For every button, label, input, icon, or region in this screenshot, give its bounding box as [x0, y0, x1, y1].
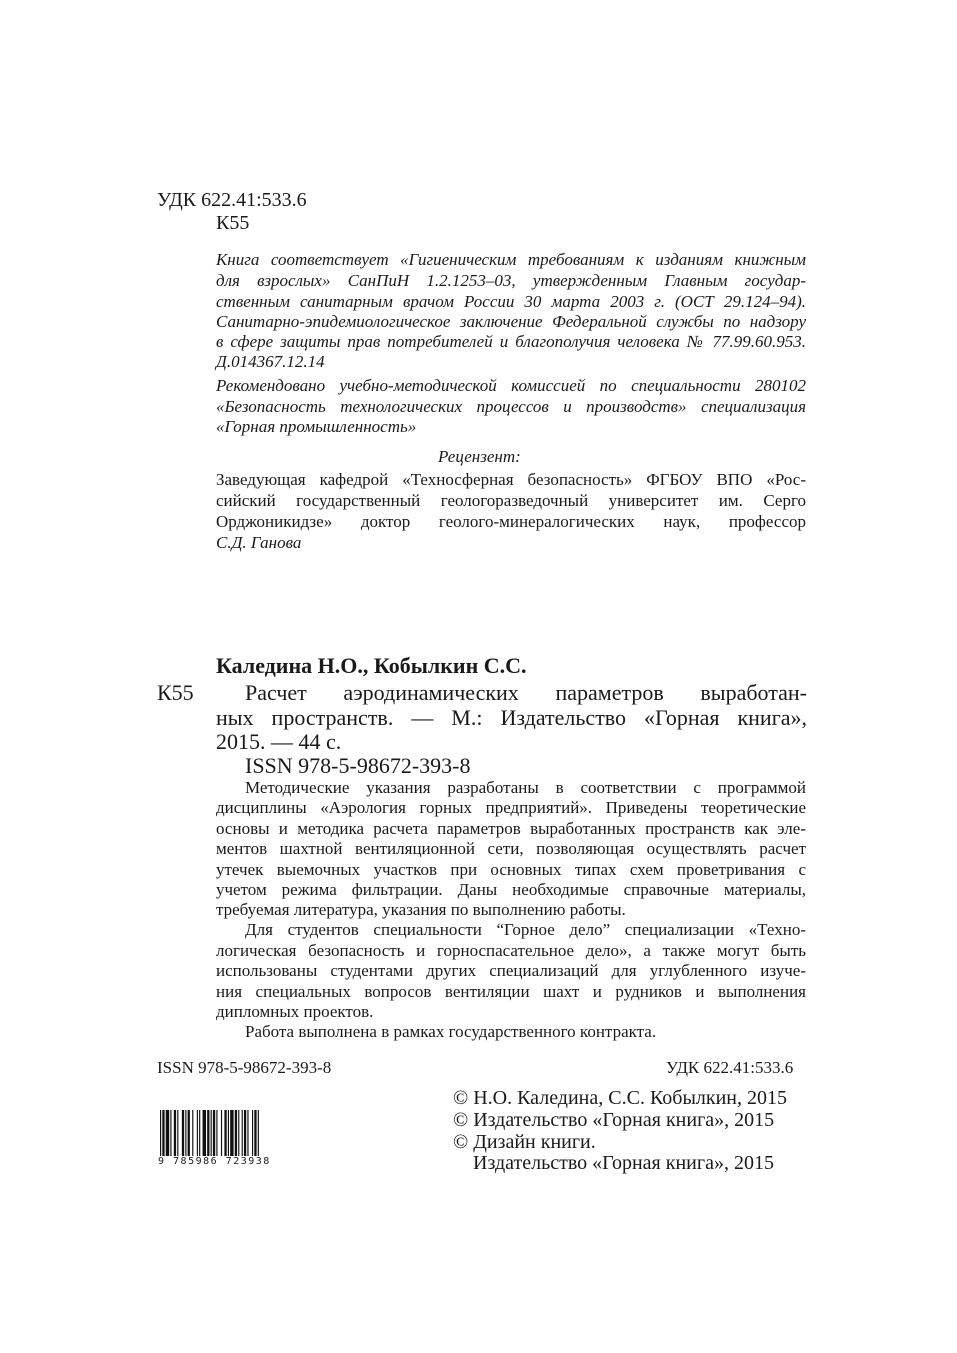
- abstract-line: утечек выемочных участков при основных типах схем проветривания с: [216, 860, 806, 879]
- abstract-line: Для студентов специальности “Горное дело” специализации «Техно-: [245, 920, 806, 939]
- copyright-line: © Н.О. Каледина, С.С. Кобылкин, 2015: [453, 1087, 788, 1109]
- compliance-line: ственным санитарным врачом России 30 марта 2003 г. (ОСТ 29.124–94).: [216, 292, 806, 311]
- recommendation-line: «Безопасность технологических процессов и производств» специализация: [216, 397, 806, 416]
- abstract-line: дисциплины «Аэрология горных предприятий». Приведены теоретические: [216, 798, 806, 817]
- recommendation-line: «Горная промышленность»: [216, 417, 417, 436]
- reviewer-name: С.Д. Ганова: [216, 533, 302, 552]
- reviewer-line: Орджоникидзе» доктор геолого-минералогических наук, профессор: [216, 512, 806, 531]
- copyright-line: © Дизайн книги.: [453, 1131, 596, 1153]
- recommendation-line: Рекомендовано учебно-методической комиссией по специальности 280102: [216, 376, 806, 395]
- copyright-line: Издательство «Горная книга», 2015: [473, 1152, 774, 1174]
- book-title-line: 2015. — 44 с.: [216, 729, 342, 754]
- book-title-line: Расчет аэродинамических параметров выработан-: [245, 680, 807, 705]
- abstract-line: требуемая литература, указания по выполнению работы.: [216, 900, 626, 919]
- barcode: [158, 1110, 308, 1168]
- catalog-code-header: К55: [216, 212, 250, 234]
- barcode-bars: [158, 1110, 308, 1156]
- compliance-line: Книга соответствует «Гигиеническим требованиям к изданиям книжным: [216, 250, 806, 269]
- compliance-line: Санитарно-эпидемиологическое заключение Федеральной службы по надзору: [216, 312, 806, 331]
- abstract-line: Методические указания разработаны в соответствии с программой: [245, 778, 806, 797]
- abstract-line: учетом режима фильтрации. Даны необходимые справочные материалы,: [216, 880, 806, 899]
- abstract-line: ментов шахтной вентиляционной сети, позволяющая осуществлять расчет: [216, 839, 806, 858]
- copyright-line: © Издательство «Горная книга», 2015: [453, 1109, 775, 1131]
- book-title-line: ных пространств. — М.: Издательство «Горная книга»,: [216, 705, 807, 730]
- compliance-line: в сфере защиты прав потребителей и благополучия человека № 77.99.60.953.: [216, 332, 806, 351]
- footer-isbn: ISSN 978-5-98672-393-8: [157, 1058, 332, 1077]
- abstract-line: ния специальных вопросов вентиляции шахт и рудников и выполнения: [216, 982, 806, 1001]
- reviewer-line: Заведующая кафедрой «Техносферная безопасность» ФГБОУ ВПО «Рос-: [216, 470, 806, 489]
- reviewer-title: Рецензент:: [438, 447, 521, 466]
- abstract-line: логическая безопасность и горноспасательное дело», а также могут быть: [216, 941, 806, 960]
- footer-udk: УДК 622.41:533.6: [666, 1058, 794, 1077]
- compliance-line: для взрослых» СанПиН 1.2.1253–03, утвержденным Главным государ-: [216, 271, 806, 290]
- book-authors: Каледина Н.О., Кобылкин С.С.: [216, 653, 527, 678]
- book-isbn: ISSN 978-5-98672-393-8: [245, 753, 471, 778]
- book-catalog-code: К55: [157, 680, 194, 705]
- compliance-line: Д.014367.12.14: [216, 352, 325, 371]
- abstract-line: основы и методика расчета параметров выработанных пространств как эле-: [216, 819, 806, 838]
- abstract-line: дипломных проектов.: [216, 1002, 374, 1021]
- reviewer-line: сийский государственный геологоразведочный университет им. Серго: [216, 491, 806, 510]
- abstract-line: Работа выполнена в рамках государственного контракта.: [245, 1022, 657, 1041]
- abstract-line: использованы студентами других специализаций для углубленного изуче-: [216, 961, 806, 980]
- barcode-digits: 9 785986 723938: [158, 1156, 271, 1167]
- udk-header: УДК 622.41:533.6: [157, 189, 307, 211]
